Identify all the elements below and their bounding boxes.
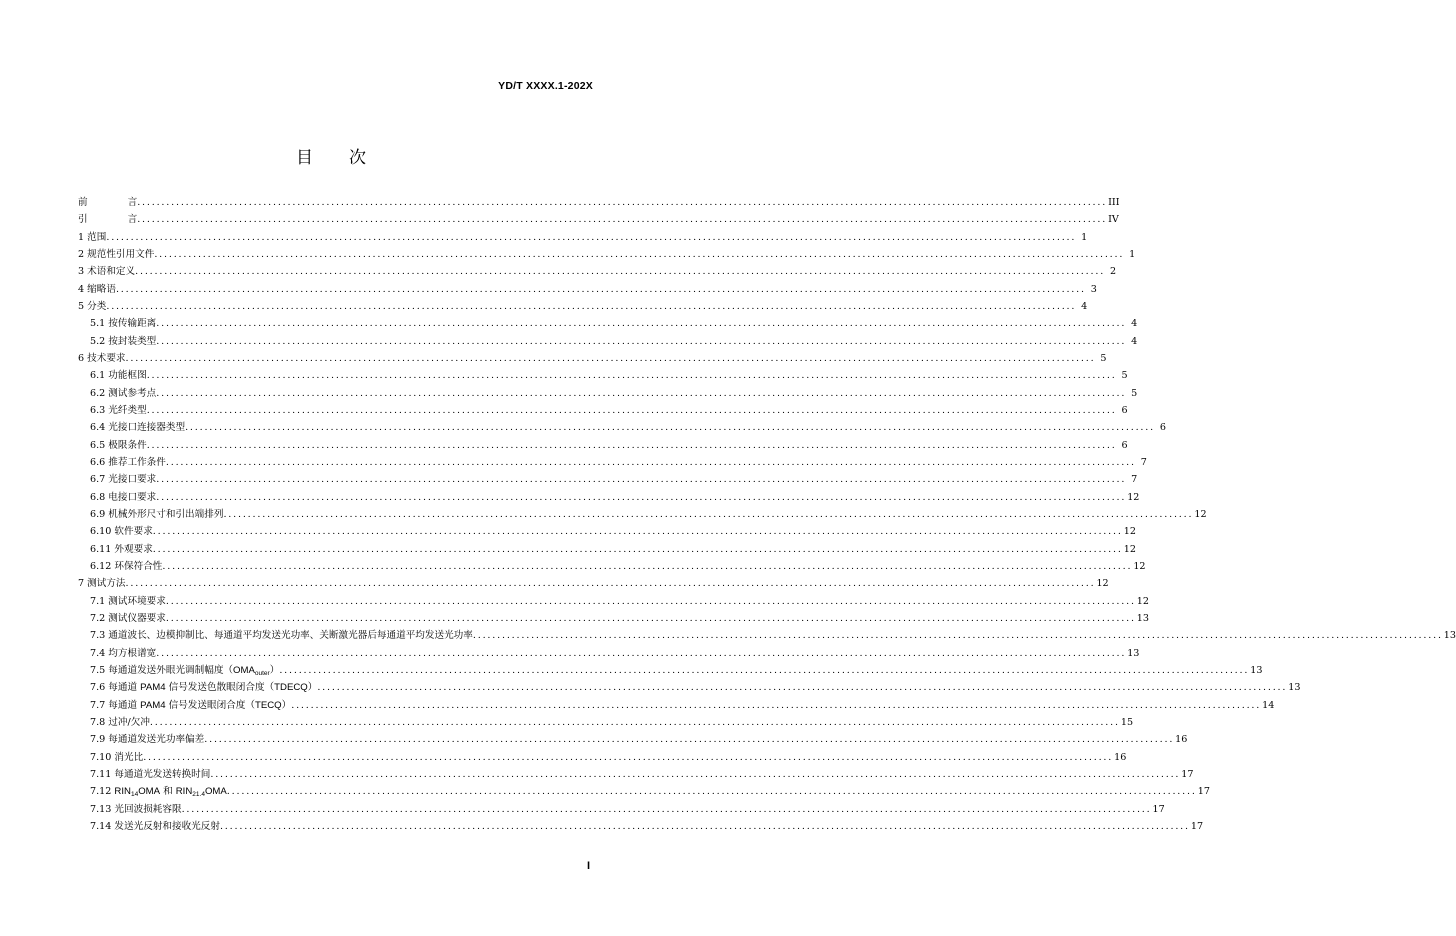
- toc-entry[interactable]: [90, 629, 1456, 643]
- toc-entry[interactable]: [90, 612, 1150, 626]
- toc-entry[interactable]: [90, 664, 1263, 678]
- toc-leader-dots: ........................................................................................................................................................................................................: [125, 352, 1096, 364]
- toc-entry-label: 6.3 光纤类型: [90, 404, 147, 416]
- toc-leader-dots: ........................................................................................................................................................................................................: [156, 491, 1127, 503]
- toc-entry-page: 4: [1131, 335, 1138, 347]
- toc-entry[interactable]: [78, 265, 1117, 279]
- toc-entry-label: 5 分类: [78, 300, 107, 312]
- toc-entry[interactable]: [90, 508, 1207, 522]
- toc-entry-label: 6.5 极限条件: [90, 439, 147, 451]
- toc-entry-page: 2: [1109, 266, 1117, 278]
- toc-entry-page: 17: [1181, 768, 1194, 780]
- toc-entry-label: 6 技术要求: [78, 352, 126, 364]
- toc-entry-label: 7.2 测试仪器要求: [90, 612, 166, 624]
- toc-entry-label: 6.10 软件要求: [90, 526, 153, 538]
- toc-entry-label: 7.6 每通道 PAM4 信号发送色散眼闭合度（TDECQ）: [90, 682, 318, 694]
- toc-leader-dots: ........................................................................................................................................................................................................: [135, 266, 1106, 278]
- toc-leader-dots: ........................................................................................................................................................................................................: [472, 630, 1443, 642]
- toc-entry-page: 13: [1288, 682, 1301, 694]
- toc-entry-page: 4: [1131, 318, 1138, 330]
- toc-entry-label: 5.2 按封装类型: [90, 335, 157, 347]
- toc-leader-dots: ........................................................................................................................................................................................................: [156, 335, 1127, 347]
- toc-entry-page: 1: [1129, 248, 1136, 260]
- toc-leader-dots: ........................................................................................................................................................................................................: [154, 248, 1125, 260]
- toc-entry-page: 17: [1197, 786, 1210, 798]
- toc-leader-dots: ........................................................................................................................................................................................................: [223, 508, 1194, 520]
- toc-entry[interactable]: [90, 820, 1204, 834]
- toc-entry[interactable]: [78, 248, 1136, 262]
- toc-entry-label: 7 测试方法: [78, 578, 126, 590]
- toc-entry[interactable]: [90, 525, 1136, 539]
- toc-entry-label: 7.1 测试环境要求: [90, 595, 166, 607]
- toc-entry-page: 12: [1136, 595, 1150, 607]
- toc-entry-page: 16: [1114, 751, 1127, 763]
- toc-leader-dots: ........................................................................................................................................................................................................: [279, 664, 1250, 676]
- toc-entry-page: 5: [1100, 352, 1107, 364]
- toc-entry-page: 17: [1190, 820, 1204, 832]
- toc-entry-label: 6.2 测试参考点: [90, 387, 157, 399]
- toc-entry[interactable]: [90, 803, 1165, 817]
- toc-entry[interactable]: [90, 369, 1128, 383]
- toc-entry-label: 7.3 通道波长、边模抑制比、每通道平均发送光功率、关断激光器后每通道平均发送光功率: [90, 630, 473, 642]
- toc-entry-label: 3 术语和定义: [78, 266, 136, 278]
- toc-entry-label: 6.6 推荐工作条件: [90, 456, 166, 468]
- toc-entry-label: 引 言: [78, 214, 138, 226]
- toc-leader-dots: ........................................................................................................................................................................................................: [106, 231, 1077, 243]
- toc-leader-dots: ........................................................................................................................................................................................................: [146, 370, 1117, 382]
- toc-entry-page: 6: [1159, 422, 1166, 434]
- toc-leader-dots: ........................................................................................................................................................................................................: [137, 214, 1108, 226]
- toc-entry-page: 4: [1081, 300, 1088, 312]
- toc-entry[interactable]: [90, 404, 1128, 418]
- toc-entry-page: 6: [1121, 404, 1128, 416]
- toc-leader-dots: ........................................................................................................................................................................................................: [226, 786, 1197, 798]
- toc-entry[interactable]: [90, 387, 1138, 401]
- toc-entry-label: 前 言: [78, 197, 138, 208]
- toc-leader-dots: ........................................................................................................................................................................................................: [106, 300, 1077, 312]
- toc-leader-dots: ........................................................................................................................................................................................................: [165, 595, 1136, 607]
- toc-entry-label: 6.12 环保符合性: [90, 560, 163, 572]
- toc-entry-label: 7.12 $RIN_{14}OMA$ 和 $RIN_{21.4}OMA$: [90, 786, 227, 799]
- toc-entry[interactable]: [90, 421, 1166, 435]
- toc-entry[interactable]: [78, 231, 1088, 245]
- toc-entry-page: 7: [1140, 456, 1147, 468]
- toc-entry[interactable]: [90, 716, 1134, 730]
- toc-entry-page: 7: [1131, 474, 1138, 486]
- toc-leader-dots: ........................................................................................................................................................................................................: [185, 422, 1155, 434]
- toc-entry-page: IV: [1108, 214, 1119, 226]
- toc-leader-dots: ........................................................................................................................................................................................................: [143, 751, 1114, 763]
- toc-entry-page: 5: [1131, 387, 1138, 399]
- toc-entry[interactable]: [90, 439, 1128, 453]
- toc-entry-label: 4 缩略语: [78, 283, 116, 295]
- toc-entry-page: 16: [1175, 734, 1188, 746]
- toc-leader-dots: ........................................................................................................................................................................................................: [152, 543, 1123, 555]
- toc-entry[interactable]: [90, 491, 1140, 505]
- toc-entry[interactable]: [90, 647, 1140, 661]
- toc-entry-page: 12: [1127, 491, 1140, 503]
- toc-entry[interactable]: [78, 283, 1097, 297]
- toc-entry-page: 5: [1121, 370, 1128, 382]
- toc-entry[interactable]: [78, 352, 1107, 366]
- toc-entry-label: 6.8 电接口要求: [90, 491, 157, 503]
- toc-entry-page: 14: [1262, 699, 1275, 711]
- toc-entry[interactable]: [90, 699, 1275, 713]
- toc-entry[interactable]: [78, 300, 1088, 314]
- toc-entry[interactable]: [90, 733, 1188, 747]
- toc-entry-page: 1: [1081, 231, 1088, 243]
- toc-entry-label: 7.13 光回波损耗容限: [90, 803, 182, 815]
- toc-heading-char-2: 次: [349, 148, 366, 168]
- toc-leader-dots: ........................................................................................................................................................................................................: [156, 647, 1127, 659]
- page-number: I: [586, 860, 590, 872]
- toc-entry-page: 12: [1123, 543, 1136, 555]
- toc-leader-dots: ........................................................................................................................................................................................................: [146, 439, 1117, 451]
- toc-leader-dots: ........................................................................................................................................................................................................: [181, 803, 1152, 815]
- toc-leader-dots: ........................................................................................................................................................................................................: [210, 768, 1181, 780]
- toc-entry[interactable]: [90, 681, 1301, 695]
- toc-entry-page: 13: [1443, 630, 1456, 642]
- toc-entry[interactable]: [78, 196, 1120, 210]
- toc-entry-label: 7.9 每通道发送光功率偏差: [90, 734, 205, 746]
- toc-entry-page: 3: [1090, 283, 1097, 295]
- toc-leader-dots: ........................................................................................................................................................................................................: [149, 716, 1120, 728]
- toc-leader-dots: ........................................................................................................................................................................................................: [317, 682, 1288, 694]
- toc-leader-dots: ........................................................................................................................................................................................................: [219, 820, 1190, 832]
- toc-leader-dots: ........................................................................................................................................................................................................: [146, 404, 1117, 416]
- toc-leader-dots: ........................................................................................................................................................................................................: [152, 526, 1123, 538]
- toc-entry-page: 15: [1120, 716, 1134, 728]
- toc-entry-label: 2 规范性引用文件: [78, 248, 155, 260]
- toc-entry-page: III: [1108, 197, 1120, 208]
- toc-entry[interactable]: [90, 473, 1138, 487]
- toc-leader-dots: ........................................................................................................................................................................................................: [165, 612, 1136, 624]
- toc-entry-label: 6.4 光接口连接器类型: [90, 422, 186, 434]
- toc-entry[interactable]: [90, 560, 1146, 574]
- toc-entry-page: 17: [1152, 803, 1165, 815]
- toc-entry-page: 6: [1121, 439, 1128, 451]
- toc-entry[interactable]: [78, 577, 1109, 591]
- standard-number: YD/T XXXX.1-202X: [498, 80, 593, 92]
- toc-entry-label: 6.11 外观要求: [90, 543, 153, 555]
- toc-entry[interactable]: [90, 751, 1127, 765]
- toc-entry[interactable]: [90, 768, 1194, 782]
- toc-entry-page: 12: [1194, 508, 1207, 520]
- toc-entry[interactable]: [78, 213, 1119, 227]
- toc-heading-char-1: 目: [296, 148, 313, 168]
- toc-leader-dots: ........................................................................................................................................................................................................: [115, 283, 1086, 295]
- toc-entry[interactable]: [90, 543, 1136, 557]
- toc-entry-label: 7.8 过冲/欠冲: [90, 716, 150, 728]
- toc-entry-page: 12: [1133, 560, 1146, 572]
- toc-entry-label: 7.14 发送光反射和接收光反射: [90, 820, 220, 832]
- toc-entry[interactable]: [90, 456, 1147, 470]
- toc-leader-dots: ........................................................................................................................................................................................................: [156, 474, 1127, 486]
- toc-entry-page: 12: [1096, 578, 1109, 590]
- toc-leader-dots: ........................................................................................................................................................................................................: [204, 734, 1175, 746]
- toc-leader-dots: ........................................................................................................................................................................................................: [162, 560, 1133, 572]
- toc-entry-label: 7.7 每通道 PAM4 信号发送眼闭合度（TECQ）: [90, 699, 292, 711]
- toc-entry[interactable]: [90, 317, 1138, 331]
- toc-entry-label: 6.9 机械外形尺寸和引出端排列: [90, 508, 224, 520]
- toc-leader-dots: ........................................................................................................................................................................................................: [165, 456, 1136, 468]
- toc-entry-page: 13: [1136, 612, 1150, 624]
- toc-entry-label: 6.7 光接口要求: [90, 474, 157, 486]
- toc-entry-page: 12: [1123, 526, 1136, 538]
- toc-leader-dots: ........................................................................................................................................................................................................: [291, 699, 1262, 711]
- toc-entry-label: 1 范围: [78, 231, 107, 243]
- toc-leader-dots: ........................................................................................................................................................................................................: [156, 318, 1127, 330]
- toc-entry[interactable]: [90, 785, 1210, 799]
- toc-heading: [0, 143, 662, 168]
- toc-entry-label: 7.10 消光比: [90, 751, 144, 763]
- toc-entry-label: 7.5 每通道发送外眼光调制幅度$(OMA_{outer})$: [90, 664, 280, 677]
- toc-entry-page: 13: [1250, 664, 1263, 676]
- toc-entry-label: 5.1 按传输距离: [90, 318, 157, 330]
- toc-entry-page: 13: [1127, 647, 1140, 659]
- toc-entry-label: 7.11 每通道光发送转换时间: [90, 768, 211, 780]
- toc-entry-label: 6.1 功能框图: [90, 370, 147, 382]
- toc-entry[interactable]: [90, 335, 1138, 349]
- toc-leader-dots: ........................................................................................................................................................................................................: [125, 578, 1096, 590]
- toc-entry-label: 7.4 均方根谱宽: [90, 647, 157, 659]
- toc-leader-dots: ........................................................................................................................................................................................................: [156, 387, 1127, 399]
- toc-entry[interactable]: [90, 595, 1150, 609]
- toc-leader-dots: ........................................................................................................................................................................................................: [137, 197, 1108, 208]
